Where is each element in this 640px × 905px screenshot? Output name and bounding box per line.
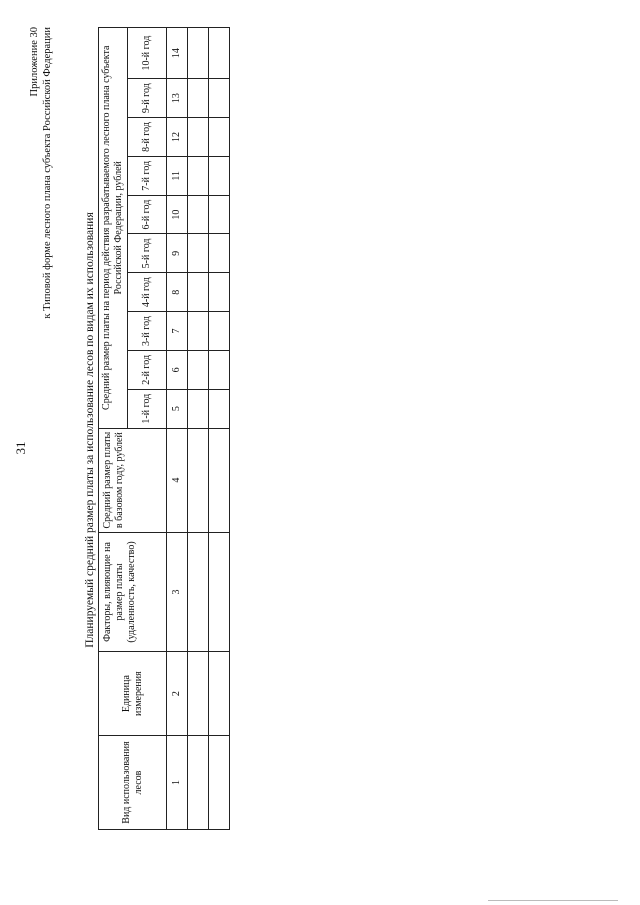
table-row [188,28,209,830]
empty-cell [188,350,209,389]
year-header: 10-й год [128,28,167,79]
column-number: 6 [167,350,188,389]
empty-cell [209,652,230,736]
empty-cell [188,736,209,830]
scan-artifact-line [488,900,618,901]
year-header: 8-й год [128,118,167,157]
column-number: 7 [167,312,188,351]
empty-cell [209,234,230,273]
empty-cell [188,389,209,428]
header-unit: Единица измерения [99,652,167,736]
column-number: 3 [167,532,188,652]
header-type-of-use: Вид использования лесов [99,736,167,830]
column-number: 12 [167,118,188,157]
rotated-page-content [0,0,260,860]
column-number: 8 [167,273,188,312]
table-row [209,28,230,830]
empty-cell [209,156,230,195]
header-factors: Факторы, влияющие на размер платы (удаленность, качество) [99,532,167,652]
empty-cell [209,389,230,428]
empty-cell [209,28,230,79]
column-number: 1 [167,736,188,830]
empty-cell [188,156,209,195]
empty-cell [209,312,230,351]
empty-cell [188,234,209,273]
year-header: 4-й год [128,273,167,312]
column-number: 14 [167,28,188,79]
empty-cell [209,273,230,312]
empty-cell [209,532,230,652]
column-number: 4 [167,428,188,532]
column-number: 2 [167,652,188,736]
year-header: 3-й год [128,312,167,351]
empty-cell [209,350,230,389]
year-header: 6-й год [128,195,167,234]
empty-cell [209,118,230,157]
empty-cell [209,79,230,118]
empty-cell [188,428,209,532]
column-number: 11 [167,156,188,195]
empty-cell [188,195,209,234]
empty-cell [188,532,209,652]
year-header: 5-й год [128,234,167,273]
column-number-row [167,28,188,830]
empty-cell [188,28,209,79]
year-header: 2-й год [128,350,167,389]
empty-cell [209,736,230,830]
appendix-reference: к Типовой форме лесного плана субъекта Российской Федерации [42,27,53,319]
payment-table [98,27,230,830]
year-header: 7-й год [128,156,167,195]
empty-cell [188,118,209,157]
empty-cell [188,79,209,118]
empty-cell [188,273,209,312]
empty-cell [209,195,230,234]
table-title: Планируемый средний размер платы за использование лесов по видам их использования [84,212,96,648]
empty-cell [188,652,209,736]
year-header: 1-й год [128,389,167,428]
column-number: 5 [167,389,188,428]
header-row [99,28,128,830]
empty-cell [209,428,230,532]
column-number: 10 [167,195,188,234]
column-number: 9 [167,234,188,273]
header-period: Средний размер платы на период действия разрабатываемого лесного плана субъекта Российской Федерации, рублей [99,28,128,429]
appendix-number: Приложение 30 [29,27,40,97]
empty-cell [188,312,209,351]
column-number: 13 [167,79,188,118]
year-header: 9-й год [128,79,167,118]
appendix-header [28,27,54,319]
header-base-year: Средний размер платы в базовом году, рублей [99,428,167,532]
page-number: 31 [13,441,28,455]
